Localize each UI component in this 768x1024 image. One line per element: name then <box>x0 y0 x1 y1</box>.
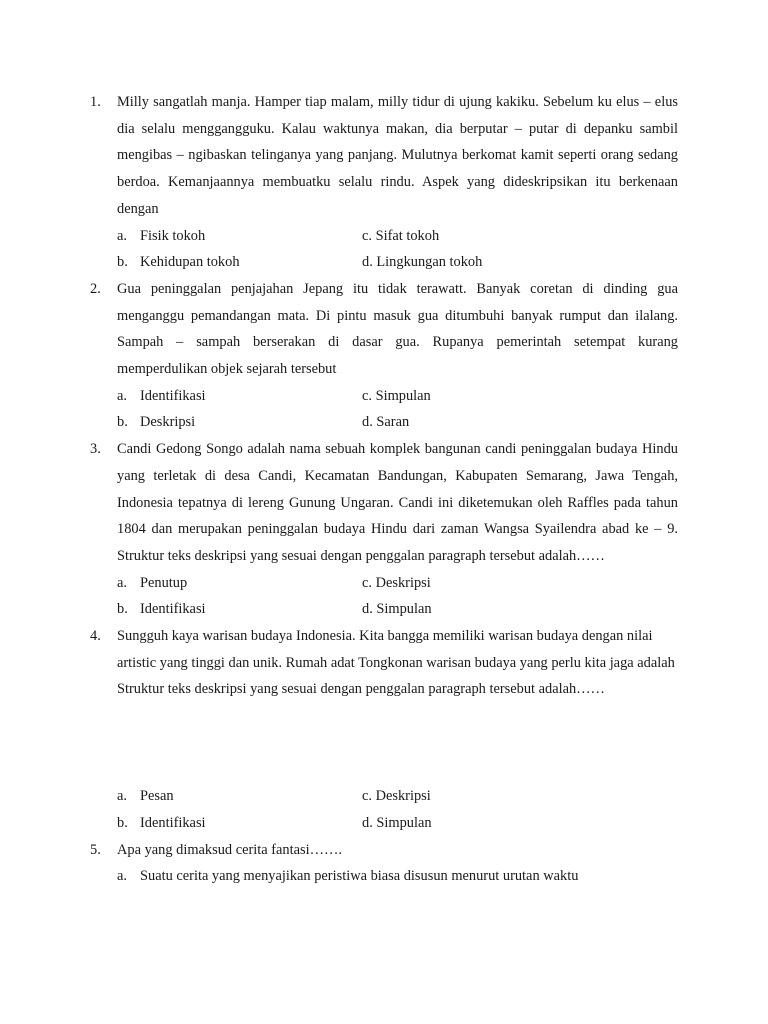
question-2 <box>90 276 678 383</box>
question-text: Apa yang dimaksud cerita fantasi……. <box>117 841 342 858</box>
question-3 <box>90 436 678 570</box>
option-d <box>362 409 678 436</box>
question-text: Sungguh kaya warisan budaya Indonesia. Kita bangga memiliki warisan budaya dengan nilai artistic yang tinggi dan unik. Rumah adat Tongkonan warisan budaya yang perlu kita jaga adalah Struktur teks deskripsi yang sesuai dengan penggalan paragraph tersebut adalah…… <box>117 628 675 698</box>
question-number: 1. <box>90 94 101 110</box>
option-text: Identifikasi <box>140 387 206 404</box>
question-text: Milly sangatlah manja. Hamper tiap malam, milly tidur di ujung kakiku. Sebelum ku elus – elus dia selalu menggangguku. Kalau waktunya makan, dia berputar – putar di depanku sambil mengibas – ngibaskan telinganya yang panjang. Mulutnya berkomat kamit seperti orang sedang berdoa. Kemanjaannya membuatku selalu rindu. Aspek yang dideskripsikan itu berkenaan dengan <box>117 94 678 217</box>
option-letter: b. <box>117 601 128 618</box>
question-1-options <box>117 223 678 276</box>
option-letter: a. <box>117 574 127 591</box>
question-number: 5. <box>90 841 101 858</box>
option-d <box>362 596 678 623</box>
question-4 <box>90 623 678 703</box>
option-letter: b. <box>117 814 128 831</box>
option-a <box>117 223 362 250</box>
option-d <box>362 810 678 837</box>
option-b <box>117 596 362 623</box>
option-letter: a. <box>117 788 127 805</box>
option-c <box>362 383 678 410</box>
option-a <box>117 570 362 597</box>
question-1 <box>90 89 678 223</box>
option-letter: b. <box>117 414 128 431</box>
option-letter: b. <box>117 254 128 271</box>
option-c <box>362 223 678 250</box>
option-letter: a. <box>117 868 127 885</box>
option-a <box>117 783 362 810</box>
option-c <box>362 570 678 597</box>
option-c <box>362 783 678 810</box>
option-letter: a. <box>117 227 127 244</box>
option-text: c. Simpulan <box>362 387 431 404</box>
option-text: Fisik tokoh <box>140 227 206 244</box>
option-a <box>117 383 362 410</box>
question-text: Gua peninggalan penjajahan Jepang itu tidak terawatt. Banyak coretan di dinding gua menganggu pemandangan mata. Di pintu masuk gua ditumbuhi banyak rumput dan ilalang. Sampah – sampah berserakan di dasar gua. Rupanya pemerintah setempat kurang memperdulikan objek sejarah tersebut <box>117 280 678 378</box>
option-b <box>117 409 362 436</box>
option-text: Identifikasi <box>140 814 206 831</box>
option-text: Identifikasi <box>140 601 206 618</box>
question-5-options <box>117 863 678 890</box>
option-text: d. Lingkungan tokoh <box>362 254 483 271</box>
question-4-options <box>117 783 678 836</box>
question-text: Candi Gedong Songo adalah nama sebuah komplek bangunan candi peninggalan budaya Hindu yang terletak di desa Candi, Kecamatan Bandungan, Kabupaten Semarang, Jawa Tengah, Indonesia tepatnya di lereng Gunung Ungaran. Candi ini diketemukan oleh Raffles pada tahun 1804 dan merupakan peninggalan budaya Hindu dari zaman Wangsa Syailendra abad ke – 9. Struktur teks deskripsi yang sesuai dengan penggalan paragraph tersebut adalah…… <box>117 441 678 564</box>
question-number: 2. <box>90 280 101 297</box>
option-b <box>117 810 362 837</box>
option-text: c. Deskripsi <box>362 788 431 805</box>
question-2-options <box>117 383 678 436</box>
question-3-options <box>117 570 678 623</box>
option-text: Deskripsi <box>140 414 196 431</box>
option-text: c. Deskripsi <box>362 574 431 591</box>
option-text: d. Simpulan <box>362 601 432 618</box>
option-letter: a. <box>117 387 127 404</box>
option-b <box>117 249 362 276</box>
option-text: d. Saran <box>362 414 410 431</box>
option-text: d. Simpulan <box>362 814 432 831</box>
blank-space <box>90 703 678 783</box>
option-a <box>117 863 678 890</box>
option-text: c. Sifat tokoh <box>362 227 440 244</box>
option-text: Kehidupan tokoh <box>140 254 240 271</box>
option-text: Penutup <box>140 574 188 591</box>
question-number: 3. <box>90 441 101 458</box>
question-number: 4. <box>90 628 101 645</box>
option-d <box>362 249 678 276</box>
question-5 <box>90 837 678 864</box>
option-text: Suatu cerita yang menyajikan peristiwa biasa disusun menurut urutan waktu <box>140 868 579 885</box>
option-text: Pesan <box>140 788 174 805</box>
